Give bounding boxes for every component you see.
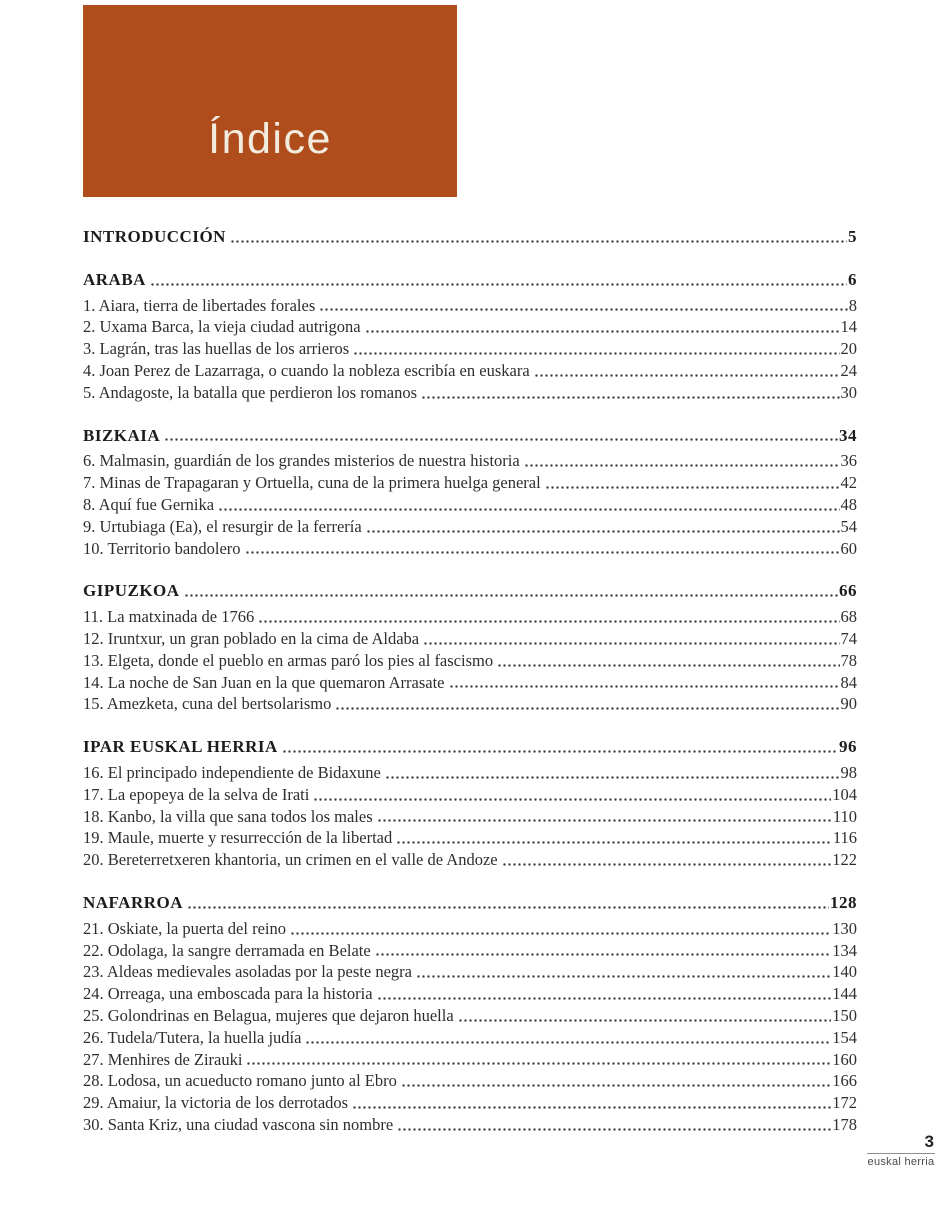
toc-entry	[83, 295, 857, 317]
dot-leader	[290, 918, 831, 940]
toc-label: 2. Uxama Barca, la vieja ciudad autrigona	[83, 317, 361, 337]
dot-leader	[245, 538, 840, 560]
toc-entry	[83, 849, 857, 871]
toc-page-number: 6	[848, 269, 857, 289]
toc-entry	[83, 606, 857, 628]
toc-section-heading	[83, 269, 857, 291]
toc-section-heading	[83, 892, 857, 914]
toc-label: 11. La matxinada de 1766	[83, 607, 255, 627]
toc-entry	[83, 472, 857, 494]
toc-page-number: 116	[832, 828, 857, 848]
toc-entry	[83, 762, 857, 784]
dot-leader	[524, 450, 840, 472]
book-title: euskal herria	[867, 1156, 935, 1168]
dot-leader	[258, 606, 839, 628]
toc-label: 5. Andagoste, la batalla que perdieron los romanos	[83, 382, 418, 402]
toc-section-heading	[83, 580, 857, 602]
toc-label: 7. Minas de Trapagaran y Ortuella, cuna de la primera huelga general	[83, 473, 541, 493]
toc-page-number: 34	[839, 425, 857, 445]
footer-divider	[867, 1153, 935, 1154]
toc-entry	[83, 1070, 857, 1092]
toc-page-number: 172	[832, 1093, 857, 1113]
page-footer	[867, 1132, 935, 1168]
toc-page-number: 48	[840, 494, 857, 514]
toc-section	[83, 892, 857, 1136]
toc-entry	[83, 494, 857, 516]
dot-leader	[385, 762, 840, 784]
dot-leader	[397, 1114, 831, 1136]
toc-entry	[83, 961, 857, 983]
toc-label: 27. Menhires de Zirauki	[83, 1049, 243, 1069]
toc-page-number: 110	[832, 806, 857, 826]
dot-leader	[366, 516, 840, 538]
toc-entry	[83, 693, 857, 715]
toc-label: 30. Santa Kriz, una ciudad vascona sin nombre	[83, 1114, 394, 1134]
toc-page-number: 122	[832, 850, 857, 870]
toc-page-number: 134	[832, 940, 857, 960]
toc-entry	[83, 983, 857, 1005]
toc-page-number: 150	[832, 1005, 857, 1025]
toc-page-number: 104	[832, 784, 857, 804]
toc-page-number: 84	[840, 672, 857, 692]
toc-page-number: 36	[840, 451, 857, 471]
toc-entry	[83, 1114, 857, 1136]
toc-page-number: 128	[830, 892, 857, 912]
toc-page-number: 90	[840, 694, 857, 714]
dot-leader	[164, 425, 838, 447]
toc-entry	[83, 538, 857, 560]
dot-leader	[282, 736, 838, 758]
toc-entry	[83, 784, 857, 806]
toc-label: 13. Elgeta, donde el pueblo en armas paró los pies al fascismo	[83, 650, 494, 670]
toc-label: 29. Amaiur, la victoria de los derrotados	[83, 1093, 349, 1113]
toc-label: ARABA	[83, 269, 146, 289]
toc-page-number: 178	[832, 1114, 857, 1134]
toc-page-number: 24	[840, 360, 857, 380]
dot-leader	[313, 784, 831, 806]
dot-leader	[150, 269, 847, 291]
toc-section-heading	[83, 425, 857, 447]
toc-page-number: 144	[832, 984, 857, 1004]
toc-label: 19. Maule, muerte y resurrección de la libertad	[83, 828, 393, 848]
toc-section	[83, 736, 857, 871]
dot-leader	[319, 295, 847, 317]
toc-page-number: 96	[839, 737, 857, 757]
toc-entry	[83, 1027, 857, 1049]
toc-label: GIPUZKOA	[83, 581, 180, 601]
toc-label: 25. Golondrinas en Belagua, mujeres que dejaron huella	[83, 1005, 454, 1025]
toc-label: 12. Iruntxur, un gran poblado en la cima de Aldaba	[83, 628, 420, 648]
dot-leader	[187, 892, 829, 914]
toc-label: 26. Tudela/Tutera, la huella judía	[83, 1027, 302, 1047]
toc-section	[83, 580, 857, 715]
toc-label: 9. Urtubiaga (Ea), el resurgir de la ferrería	[83, 516, 362, 536]
dot-leader	[502, 849, 832, 871]
dot-leader	[375, 940, 832, 962]
toc-label: 1. Aiara, tierra de libertades forales	[83, 295, 316, 315]
dot-leader	[545, 472, 840, 494]
toc-label: 17. La epopeya de la selva de Irati	[83, 784, 310, 804]
toc-section	[83, 226, 857, 248]
toc-entry	[83, 338, 857, 360]
table-of-contents	[83, 226, 857, 1136]
toc-page-number: 160	[832, 1049, 857, 1069]
dot-leader	[365, 316, 840, 338]
dot-leader	[534, 360, 840, 382]
toc-label: INTRODUCCIÓN	[83, 227, 226, 246]
page-title: Índice	[208, 115, 332, 163]
toc-page-number: 74	[840, 628, 857, 648]
toc-entry	[83, 806, 857, 828]
toc-page-number: 54	[840, 516, 857, 536]
toc-page-number: 42	[840, 473, 857, 493]
toc-entry	[83, 1049, 857, 1071]
toc-label: 10. Territorio bandolero	[83, 538, 241, 558]
toc-page-number: 130	[832, 918, 857, 938]
toc-page-number: 78	[840, 650, 857, 670]
toc-page-number: 5	[848, 227, 857, 246]
toc-page-number: 8	[848, 295, 857, 315]
toc-label: BIZKAIA	[83, 425, 161, 445]
toc-page-number: 98	[840, 762, 857, 782]
toc-label: 16. El principado independiente de Bidaxune	[83, 762, 381, 782]
toc-entry	[83, 650, 857, 672]
toc-page-number: 60	[840, 538, 857, 558]
toc-entry	[83, 918, 857, 940]
toc-page-number: 154	[832, 1027, 857, 1047]
toc-entry	[83, 628, 857, 650]
dot-leader	[377, 983, 832, 1005]
toc-section	[83, 425, 857, 560]
dot-leader	[377, 806, 832, 828]
dot-leader	[353, 338, 839, 360]
toc-label: 23. Aldeas medievales asoladas por la peste negra	[83, 962, 412, 982]
dot-leader	[230, 226, 847, 248]
page-number: 3	[924, 1132, 934, 1151]
dot-leader	[335, 693, 839, 715]
dot-leader	[449, 672, 840, 694]
toc-page-number: 166	[832, 1071, 857, 1091]
toc-page-number: 66	[839, 581, 857, 601]
toc-entry	[83, 316, 857, 338]
dot-leader	[352, 1092, 831, 1114]
dot-leader	[421, 382, 839, 404]
dot-leader	[458, 1005, 832, 1027]
toc-label: 22. Odolaga, la sangre derramada en Belate	[83, 940, 371, 960]
dot-leader	[401, 1070, 831, 1092]
toc-entry	[83, 940, 857, 962]
toc-label: 18. Kanbo, la villa que sana todos los males	[83, 806, 373, 826]
toc-label: 8. Aquí fue Gernika	[83, 494, 215, 514]
toc-label: 20. Bereterretxeren khantoria, un crimen en el valle de Andoze	[83, 850, 498, 870]
toc-label: 15. Amezketa, cuna del bertsolarismo	[83, 694, 332, 714]
dot-leader	[184, 580, 838, 602]
toc-label: IPAR EUSKAL HERRIA	[83, 737, 278, 757]
toc-page-number: 30	[840, 382, 857, 402]
toc-label: 21. Oskiate, la puerta del reino	[83, 918, 286, 938]
toc-label: 24. Orreaga, una emboscada para la historia	[83, 984, 373, 1004]
toc-label: 4. Joan Perez de Lazarraga, o cuando la nobleza escribía en euskara	[83, 360, 530, 380]
toc-section-heading	[83, 226, 857, 248]
toc-label: 28. Lodosa, un acueducto romano junto al Ebro	[83, 1071, 397, 1091]
toc-section	[83, 269, 857, 404]
toc-entry	[83, 360, 857, 382]
toc-label: 6. Malmasin, guardián de los grandes misterios de nuestra historia	[83, 451, 520, 471]
dot-leader	[416, 961, 831, 983]
dot-leader	[305, 1027, 831, 1049]
dot-leader	[218, 494, 839, 516]
toc-entry	[83, 672, 857, 694]
toc-entry	[83, 1092, 857, 1114]
toc-label: 14. La noche de San Juan en la que quemaron Arrasate	[83, 672, 445, 692]
chapter-header-box	[83, 5, 457, 197]
toc-label: 3. Lagrán, tras las huellas de los arrieros	[83, 339, 350, 359]
toc-entry	[83, 516, 857, 538]
toc-page-number: 14	[840, 317, 857, 337]
toc-page-number: 68	[840, 607, 857, 627]
dot-leader	[246, 1049, 831, 1071]
dot-leader	[497, 650, 839, 672]
toc-page-number: 20	[840, 339, 857, 359]
toc-page-number: 140	[832, 962, 857, 982]
dot-leader	[423, 628, 839, 650]
toc-entry	[83, 827, 857, 849]
toc-entry	[83, 1005, 857, 1027]
toc-entry	[83, 450, 857, 472]
dot-leader	[396, 827, 832, 849]
toc-label: NAFARROA	[83, 892, 184, 912]
toc-entry	[83, 382, 857, 404]
toc-section-heading	[83, 736, 857, 758]
